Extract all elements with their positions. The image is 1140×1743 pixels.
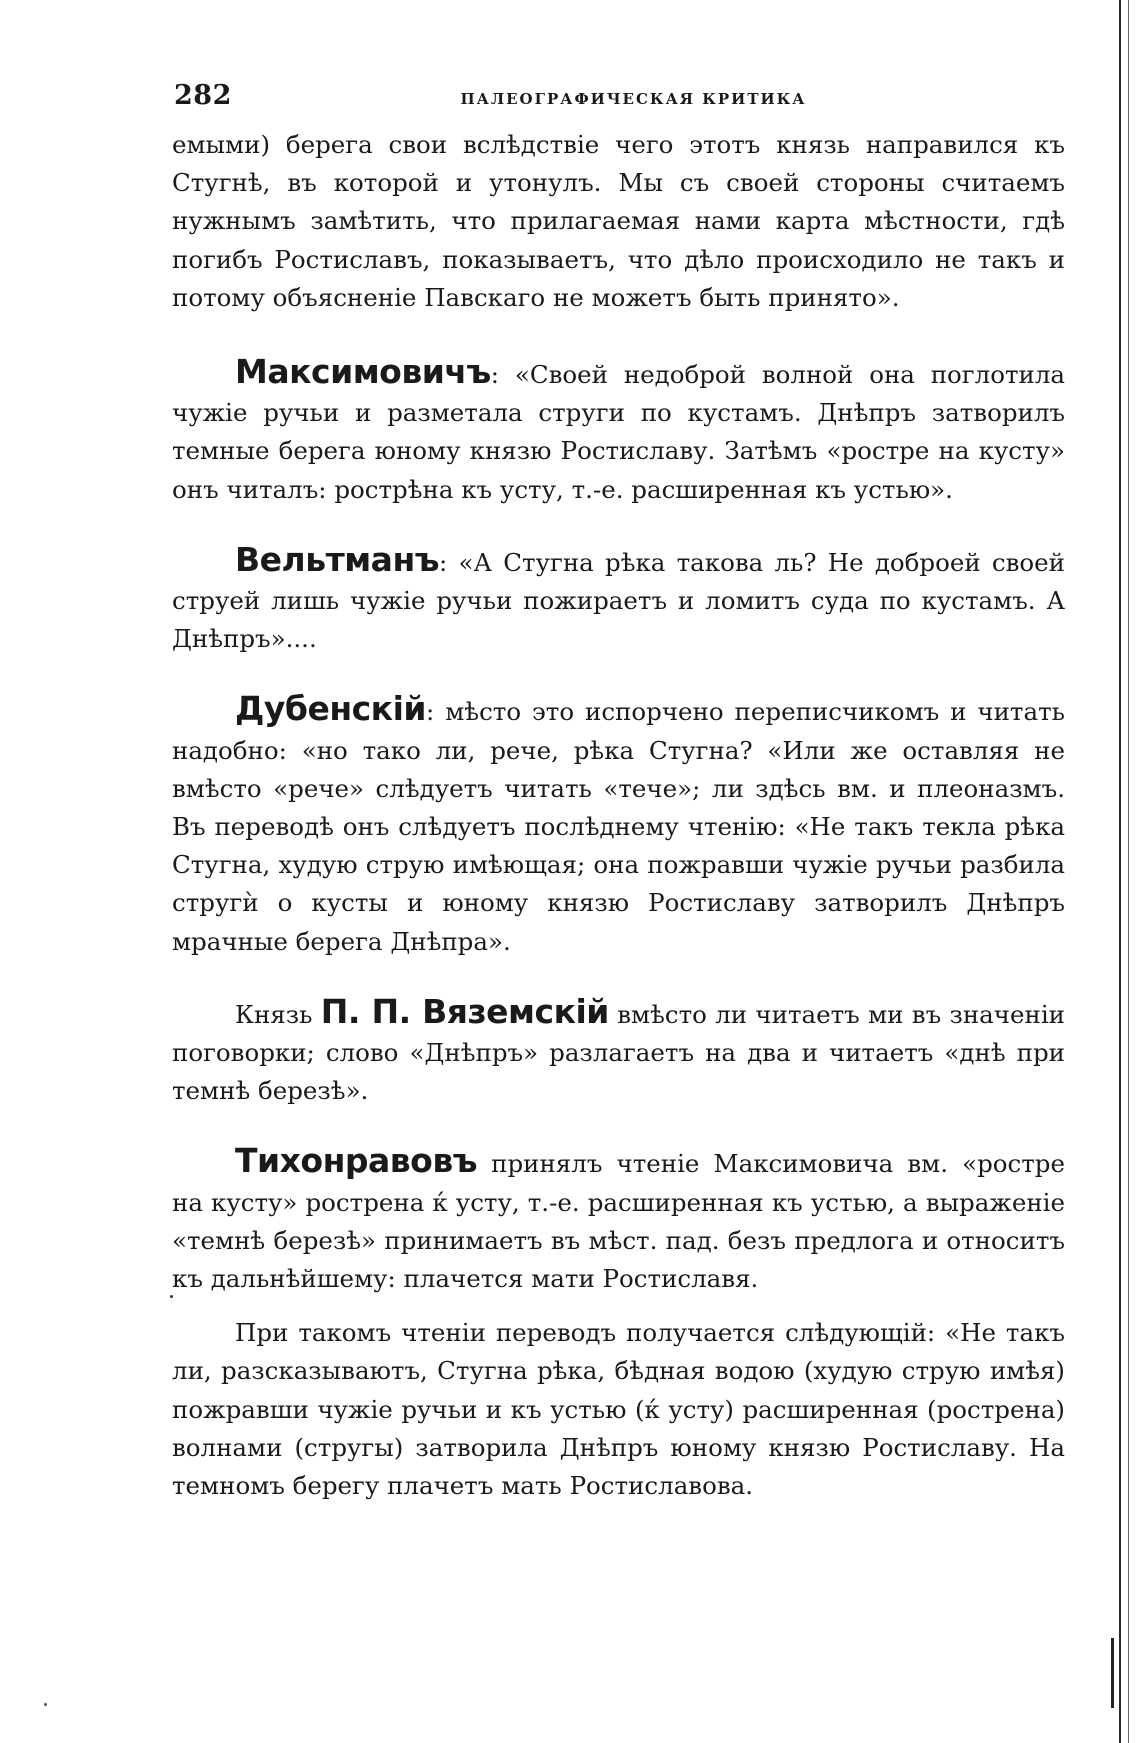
page-edge-rule [1119,0,1121,1743]
author-name: Максимовичъ [235,352,491,392]
scan-speck [44,1703,47,1706]
paragraph-continuation: емыми) берега свои вслѣдствіе чего этотъ князь направился къ Стугнѣ, въ которой и утонулъ. Мы съ своей стороны считаемъ нужнымъ замѣтить, что прилагаемая нами карта мѣстности, гдѣ погибъ Ростиславъ, показываетъ, что дѣло происходило не такъ и потому объясненіе Павскаго не можетъ быть принято». [172,130,1065,312]
author-name: П. П. Вяземскій [320,991,609,1031]
paragraph-veltman [172,541,1065,659]
author-name: Дубенскій [235,689,427,729]
paragraph-text: : «А Стугна рѣка такова ль? Не доброей своей струей лишь чужіе ручьи пожираетъ и ломитъ суда по кустамъ. А Днѣпръ».... [172,547,1065,654]
author-name: Вельтманъ [235,539,440,579]
author-name: Тихонравовъ [235,1141,478,1181]
running-title: ПАЛЕОГРАФИЧЕСКАЯ КРИТИКА [460,90,807,108]
paragraph-text: вмѣсто ли читаетъ ми въ значеніи поговорки; слово «Днѣпръ» разлагаетъ на два и читаетъ «днѣ при темнѣ березѣ». [172,999,1065,1106]
paragraph-text: принялъ чтеніе Максимовича вм. «ростре на кусту» рострена ќ усту, т.-е. расширенная къ устью, а выраженіе «темнѣ березѣ» принимаетъ въ мѣст. пад. безъ предлога и относитъ къ дальнѣйшему: плачется мати Ростиславя. [172,1149,1065,1294]
paragraph-maksimovich [172,353,1065,509]
page-edge-shadow [1128,0,1129,1743]
page-number: 282 [174,80,232,111]
paragraph-tikhonravov [172,1142,1065,1298]
page-header [172,80,1065,124]
paragraph-prefix: Князь [235,999,321,1029]
paragraph-text: : «Своей недоброй волной она поглотила чужіе ручьи и разметала струги по кустамъ. Днѣпръ затворилъ темные берега юному князю Ростиславу. Затѣмъ «ростре на кусту» онъ читалъ: рострѣна къ усту, т.-е. расширенная къ устью». [172,360,1065,504]
paragraph-text: : мѣсто это испорчено переписчикомъ и читать надобно: «но тако ли, рече, рѣка Стугна? «Или же оставляя не вмѣсто «рече» слѣдуетъ читать «тече»; ли здѣсь вм. и плеоназмъ. Въ переводѣ онъ слѣдуетъ послѣднему чтенію: «Не такъ текла рѣка Стугна, худую струю имѣющая; она пожравши чужіе ручьи разбила стругѝ о кусты и юному князю Ростиславу затворилъ Днѣпръ мрачные берега Днѣпра». [172,697,1065,956]
paragraph-dubensky [172,690,1065,960]
scan-mark [1111,1638,1114,1708]
book-page [172,80,1065,1505]
paragraph-vyazemsky [172,993,1065,1111]
paragraph-final: При такомъ чтеніи переводъ получается слѣдующій: «Не такъ ли, разсказываютъ, Стугна рѣка, бѣдная водою (худую струю имѣя) пожравши чужіе ручьи и къ устью (ќ усту) расширенная (рострена) волнами (стругы) затворила Днѣпръ юному князю Ростиславу. На темномъ берегу плачетъ мать Ростиславова. [172,1318,1065,1501]
